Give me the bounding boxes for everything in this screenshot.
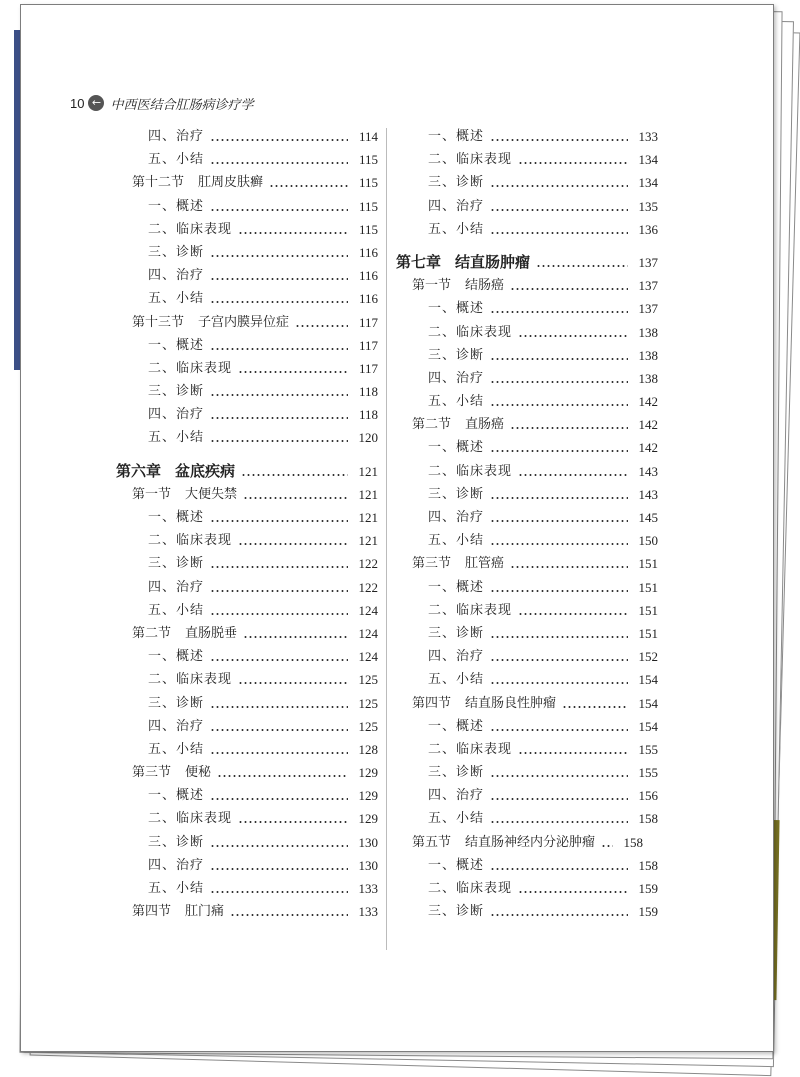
book-title: 中西医结合肛肠病诊疗学 bbox=[110, 97, 254, 113]
toc-subsection-entry[interactable] bbox=[116, 599, 378, 622]
dot-leader bbox=[210, 403, 348, 426]
toc-entry-label: 四、治疗 bbox=[428, 198, 485, 214]
toc-subsection-entry[interactable] bbox=[116, 715, 378, 738]
toc-entry-label: 五、小结 bbox=[148, 602, 205, 618]
toc-page-number: 117 bbox=[358, 314, 378, 330]
toc-page-number: 158 bbox=[638, 811, 658, 827]
dot-leader bbox=[518, 460, 628, 483]
toc-entry-title: 盆底疾病 bbox=[175, 461, 236, 480]
toc-subsection-entry[interactable] bbox=[396, 599, 658, 622]
toc-subsection-entry[interactable] bbox=[116, 831, 378, 854]
dot-leader bbox=[238, 668, 348, 691]
toc-entry-label: 一、概述 bbox=[428, 857, 485, 873]
toc-subsection-entry[interactable] bbox=[116, 241, 378, 264]
back-arrow-icon: ← bbox=[88, 95, 104, 111]
toc-page-number: 137 bbox=[638, 278, 658, 294]
toc-section-entry[interactable] bbox=[116, 761, 378, 784]
toc-entry-title: 子宫内膜异位症 bbox=[198, 314, 290, 330]
toc-page-number: 116 bbox=[358, 291, 378, 307]
toc-page-number: 124 bbox=[358, 625, 378, 641]
toc-entry-label: 四、治疗 bbox=[148, 857, 205, 873]
toc-entry-title: 直肠脱垂 bbox=[185, 625, 238, 641]
toc-section-entry[interactable] bbox=[116, 171, 378, 194]
dot-leader bbox=[490, 125, 628, 148]
toc-subsection-entry[interactable] bbox=[116, 506, 378, 529]
toc-page-number: 143 bbox=[638, 486, 658, 502]
toc-entry-label: 一、概述 bbox=[148, 788, 205, 804]
toc-entry-label: 第十三节 bbox=[132, 314, 185, 330]
toc-page-number: 154 bbox=[638, 695, 658, 711]
dot-leader bbox=[210, 506, 348, 529]
toc-subsection-entry[interactable] bbox=[396, 125, 658, 148]
column-divider bbox=[386, 128, 387, 950]
toc-entry-label: 四、治疗 bbox=[428, 649, 485, 665]
toc-entry-label: 二、临床表现 bbox=[428, 741, 513, 757]
dot-leader bbox=[210, 195, 348, 218]
toc-subsection-entry[interactable] bbox=[116, 529, 378, 552]
toc-page-number: 156 bbox=[638, 788, 658, 804]
toc-subsection-entry[interactable] bbox=[396, 483, 658, 506]
toc-page-number: 118 bbox=[358, 407, 378, 423]
toc-page-number: 130 bbox=[358, 857, 378, 873]
toc-page-number: 129 bbox=[358, 811, 378, 827]
toc-page-number: 115 bbox=[358, 221, 378, 237]
toc-entry-label: 五、小结 bbox=[428, 221, 485, 237]
toc-entry-label: 五、小结 bbox=[428, 533, 485, 549]
toc-page-number: 158 bbox=[623, 834, 644, 850]
toc-subsection-entry[interactable] bbox=[396, 218, 658, 241]
dot-leader bbox=[490, 715, 628, 738]
toc-entry-label: 第六章 bbox=[116, 461, 162, 480]
toc-entry-label: 四、治疗 bbox=[428, 788, 485, 804]
toc-page-number: 155 bbox=[638, 765, 658, 781]
dot-leader bbox=[490, 506, 628, 529]
toc-section-entry[interactable] bbox=[116, 483, 378, 506]
toc-entry-label: 第四节 bbox=[132, 904, 172, 920]
dot-leader bbox=[210, 877, 348, 900]
toc-entry-label: 二、临床表现 bbox=[148, 672, 233, 688]
toc-page-number: 133 bbox=[638, 129, 658, 144]
dot-leader bbox=[210, 287, 348, 310]
toc-page-number: 128 bbox=[358, 741, 378, 757]
page-number: 10 bbox=[70, 95, 85, 111]
toc-entry-label: 一、概述 bbox=[148, 198, 205, 214]
toc-page-number: 124 bbox=[358, 602, 378, 618]
toc-subsection-entry[interactable] bbox=[396, 576, 658, 599]
toc-entry-label: 二、临床表现 bbox=[148, 811, 233, 827]
toc-section-entry[interactable] bbox=[396, 692, 658, 715]
toc-section-entry[interactable] bbox=[116, 900, 378, 923]
toc-subsection-entry[interactable] bbox=[396, 436, 658, 459]
toc-subsection-entry[interactable] bbox=[116, 552, 378, 575]
toc-entry-label: 五、小结 bbox=[148, 291, 205, 307]
toc-subsection-entry[interactable] bbox=[396, 148, 658, 171]
toc-page-number: 130 bbox=[358, 834, 378, 850]
dot-leader bbox=[490, 529, 628, 552]
toc-page-number: 155 bbox=[638, 741, 658, 757]
dot-leader bbox=[210, 264, 348, 287]
dot-leader bbox=[490, 807, 628, 830]
toc-entry-title: 结直肠良性肿瘤 bbox=[465, 695, 557, 711]
toc-entry-label: 二、临床表现 bbox=[428, 463, 513, 479]
toc-page-number: 133 bbox=[358, 881, 378, 896]
dot-leader bbox=[210, 784, 348, 807]
dot-leader bbox=[269, 171, 348, 194]
toc-entry-label: 第一节 bbox=[132, 486, 172, 502]
toc-page-number: 154 bbox=[638, 672, 658, 688]
toc-page-number: 117 bbox=[358, 337, 378, 353]
toc-subsection-entry[interactable] bbox=[396, 622, 658, 645]
toc-entry-label: 三、诊断 bbox=[428, 486, 485, 502]
dot-leader bbox=[210, 380, 348, 403]
toc-subsection-entry[interactable] bbox=[116, 807, 378, 830]
toc-entry-title: 大便失禁 bbox=[185, 486, 238, 502]
toc-page-number: 121 bbox=[358, 486, 378, 502]
toc-page-number: 158 bbox=[638, 857, 658, 873]
toc-page-number: 154 bbox=[638, 718, 658, 734]
dot-leader bbox=[210, 715, 348, 738]
toc-entry-title: 结肠癌 bbox=[465, 278, 505, 294]
toc-entry-label: 第二节 bbox=[412, 417, 452, 433]
toc-entry-label: 五、小结 bbox=[148, 152, 205, 168]
toc-page-number: 121 bbox=[358, 463, 378, 479]
dot-leader bbox=[490, 344, 628, 367]
page-header bbox=[70, 92, 253, 114]
toc-page-number: 150 bbox=[638, 533, 658, 549]
toc-entry-label: 三、诊断 bbox=[148, 384, 205, 400]
toc-subsection-entry[interactable] bbox=[116, 195, 378, 218]
toc-entry-title: 肛周皮肤癣 bbox=[198, 175, 264, 191]
toc-page-number: 151 bbox=[638, 625, 658, 641]
toc-entry-label: 五、小结 bbox=[148, 741, 205, 757]
toc-entry-label: 一、概述 bbox=[428, 579, 485, 595]
toc-page-number: 135 bbox=[638, 198, 658, 214]
toc-entry-title: 结直肠肿瘤 bbox=[455, 252, 531, 271]
toc-subsection-entry[interactable] bbox=[396, 195, 658, 218]
dot-leader bbox=[210, 125, 348, 148]
toc-page-number: 129 bbox=[358, 765, 378, 781]
toc-entry-label: 四、治疗 bbox=[148, 129, 205, 144]
toc-entry-label: 第三节 bbox=[412, 556, 452, 572]
dot-leader bbox=[210, 552, 348, 575]
toc-entry-label: 第四节 bbox=[412, 695, 452, 711]
dot-leader bbox=[490, 195, 628, 218]
toc-entry-label: 二、临床表现 bbox=[428, 152, 513, 168]
toc-subsection-entry[interactable] bbox=[116, 380, 378, 403]
toc-entry-label: 五、小结 bbox=[428, 811, 485, 827]
toc-subsection-entry[interactable] bbox=[116, 403, 378, 426]
toc-entry-label: 一、概述 bbox=[148, 510, 205, 525]
toc-subsection-entry[interactable] bbox=[116, 148, 378, 171]
toc-chapter-entry[interactable] bbox=[396, 251, 658, 274]
toc-entry-title: 便秘 bbox=[185, 765, 212, 781]
toc-page-number: 115 bbox=[358, 175, 378, 191]
toc-page-number: 151 bbox=[638, 602, 658, 618]
toc-subsection-entry[interactable] bbox=[396, 367, 658, 390]
toc-entry-label: 五、小结 bbox=[148, 881, 205, 896]
toc-subsection-entry[interactable] bbox=[396, 506, 658, 529]
toc-page-number: 145 bbox=[638, 510, 658, 525]
toc-subsection-entry[interactable] bbox=[396, 460, 658, 483]
toc-page-number: 138 bbox=[638, 324, 658, 340]
toc-page-number: 125 bbox=[358, 672, 378, 688]
dot-leader bbox=[210, 576, 348, 599]
dot-leader bbox=[490, 854, 628, 877]
dot-leader bbox=[510, 413, 628, 436]
toc-entry-label: 一、概述 bbox=[148, 337, 205, 353]
toc-subsection-entry[interactable] bbox=[396, 761, 658, 784]
toc-page-number: 142 bbox=[638, 394, 658, 410]
toc-page-number: 121 bbox=[358, 533, 378, 549]
toc-subsection-entry[interactable] bbox=[116, 877, 378, 900]
dot-leader bbox=[238, 218, 348, 241]
dot-leader bbox=[490, 390, 628, 413]
dot-leader bbox=[243, 622, 348, 645]
toc-subsection-entry[interactable] bbox=[396, 807, 658, 830]
toc-page-number: 121 bbox=[358, 510, 378, 525]
toc-page-number: 143 bbox=[638, 463, 658, 479]
dot-leader bbox=[601, 831, 613, 854]
toc-entry-label: 二、临床表现 bbox=[428, 602, 513, 618]
toc-entry-label: 二、临床表现 bbox=[148, 221, 233, 237]
toc-subsection-entry[interactable] bbox=[396, 854, 658, 877]
toc-subsection-entry[interactable] bbox=[396, 738, 658, 761]
toc-subsection-entry[interactable] bbox=[396, 321, 658, 344]
dot-leader bbox=[518, 877, 628, 900]
toc-entry-label: 二、临床表现 bbox=[428, 881, 513, 896]
toc-entry-label: 三、诊断 bbox=[428, 904, 485, 920]
toc-page-number: 151 bbox=[638, 579, 658, 595]
toc-entry-label: 五、小结 bbox=[428, 394, 485, 410]
toc-entry-label: 一、概述 bbox=[428, 440, 485, 456]
dot-leader bbox=[238, 357, 348, 380]
dot-leader bbox=[295, 311, 348, 334]
dot-leader bbox=[210, 241, 348, 264]
toc-section-entry[interactable] bbox=[116, 622, 378, 645]
dot-leader bbox=[210, 334, 348, 357]
toc-page-number: 159 bbox=[638, 881, 658, 896]
toc-page-number: 152 bbox=[638, 649, 658, 665]
toc-page-number: 116 bbox=[358, 244, 378, 260]
toc-page-number: 138 bbox=[638, 370, 658, 386]
toc-section-entry[interactable] bbox=[396, 274, 658, 297]
toc-entry-label: 三、诊断 bbox=[428, 347, 485, 363]
toc-subsection-entry[interactable] bbox=[116, 576, 378, 599]
toc-subsection-entry[interactable] bbox=[396, 784, 658, 807]
dot-leader bbox=[562, 692, 628, 715]
toc-page-number: 117 bbox=[358, 360, 378, 376]
toc-entry-label: 一、概述 bbox=[428, 718, 485, 734]
toc-entry-label: 第十二节 bbox=[132, 175, 185, 191]
toc-page-number: 120 bbox=[358, 430, 378, 446]
toc-subsection-entry[interactable] bbox=[396, 877, 658, 900]
dot-leader bbox=[490, 367, 628, 390]
toc-entry-label: 第一节 bbox=[412, 278, 452, 294]
dot-leader bbox=[490, 576, 628, 599]
toc-entry-title: 肛管癌 bbox=[465, 556, 505, 572]
toc-section-entry[interactable] bbox=[396, 552, 658, 575]
toc-page-number: 142 bbox=[638, 440, 658, 456]
dot-leader bbox=[518, 148, 628, 171]
toc-subsection-entry[interactable] bbox=[396, 171, 658, 194]
toc-entry-label: 三、诊断 bbox=[148, 695, 205, 711]
toc-entry-label: 五、小结 bbox=[148, 430, 205, 446]
toc-entry-label: 二、临床表现 bbox=[148, 360, 233, 376]
toc-left-column bbox=[116, 125, 378, 923]
toc-page-number: 118 bbox=[358, 384, 378, 400]
toc-page-number: 115 bbox=[358, 152, 378, 168]
toc-page-number: 122 bbox=[358, 556, 378, 572]
toc-subsection-entry[interactable] bbox=[116, 738, 378, 761]
toc-page-number: 129 bbox=[358, 788, 378, 804]
dot-leader bbox=[230, 900, 348, 923]
toc-subsection-entry[interactable] bbox=[116, 645, 378, 668]
toc-subsection-entry[interactable] bbox=[116, 334, 378, 357]
dot-leader bbox=[490, 645, 628, 668]
toc-entry-label: 第三节 bbox=[132, 765, 172, 781]
toc-page-number: 125 bbox=[358, 718, 378, 734]
dot-leader bbox=[490, 668, 628, 691]
toc-entry-label: 第五节 bbox=[412, 834, 452, 850]
toc-entry-label: 三、诊断 bbox=[148, 244, 205, 260]
toc-entry-label: 一、概述 bbox=[428, 301, 485, 317]
toc-entry-title: 肛门痛 bbox=[185, 904, 225, 920]
dot-leader bbox=[490, 784, 628, 807]
toc-entry-label: 四、治疗 bbox=[148, 407, 205, 423]
dot-leader bbox=[210, 599, 348, 622]
toc-page-number: 137 bbox=[638, 254, 658, 270]
toc-entry-label: 四、治疗 bbox=[148, 579, 205, 595]
toc-entry-label: 四、治疗 bbox=[428, 510, 485, 525]
toc-subsection-entry[interactable] bbox=[396, 297, 658, 320]
toc-page-number: 115 bbox=[358, 198, 378, 214]
toc-subsection-entry[interactable] bbox=[116, 668, 378, 691]
toc-entry-label: 二、临床表现 bbox=[148, 533, 233, 549]
toc-entry-label: 一、概述 bbox=[148, 649, 205, 665]
toc-subsection-entry[interactable] bbox=[396, 344, 658, 367]
toc-page-number: 134 bbox=[638, 175, 658, 191]
toc-entry-label: 三、诊断 bbox=[428, 625, 485, 641]
dot-leader bbox=[241, 460, 348, 483]
dot-leader bbox=[490, 171, 628, 194]
toc-section-entry[interactable] bbox=[396, 413, 658, 436]
toc-page-number: 134 bbox=[638, 152, 658, 168]
toc-entry-label: 四、治疗 bbox=[148, 718, 205, 734]
dot-leader bbox=[518, 738, 628, 761]
dot-leader bbox=[510, 274, 628, 297]
toc-page-number: 124 bbox=[358, 649, 378, 665]
dot-leader bbox=[536, 251, 628, 274]
dot-leader bbox=[490, 483, 628, 506]
toc-entry-label: 三、诊断 bbox=[148, 556, 205, 572]
toc-page-number: 133 bbox=[358, 904, 378, 920]
dot-leader bbox=[243, 483, 348, 506]
toc-entry-title: 直肠癌 bbox=[465, 417, 505, 433]
dot-leader bbox=[238, 807, 348, 830]
dot-leader bbox=[210, 426, 348, 449]
dot-leader bbox=[210, 854, 348, 877]
toc-subsection-entry[interactable] bbox=[396, 668, 658, 691]
toc-subsection-entry[interactable] bbox=[116, 784, 378, 807]
dot-leader bbox=[210, 645, 348, 668]
toc-subsection-entry[interactable] bbox=[116, 125, 378, 148]
toc-entry-label: 三、诊断 bbox=[148, 834, 205, 850]
toc-subsection-entry[interactable] bbox=[116, 692, 378, 715]
dot-leader bbox=[238, 529, 348, 552]
toc-entry-label: 第二节 bbox=[132, 625, 172, 641]
dot-leader bbox=[210, 738, 348, 761]
toc-entry-label: 一、概述 bbox=[428, 129, 485, 144]
toc-page-number: 122 bbox=[358, 579, 378, 595]
toc-section-entry[interactable] bbox=[116, 311, 378, 334]
dot-leader bbox=[518, 321, 628, 344]
toc-subsection-entry[interactable] bbox=[396, 529, 658, 552]
dot-leader bbox=[490, 761, 628, 784]
toc-subsection-entry[interactable] bbox=[396, 715, 658, 738]
toc-page-number: 151 bbox=[638, 556, 658, 572]
toc-page-number: 142 bbox=[638, 417, 658, 433]
dot-leader bbox=[490, 436, 628, 459]
toc-page-number: 125 bbox=[358, 695, 378, 711]
dot-leader bbox=[510, 552, 628, 575]
toc-subsection-entry[interactable] bbox=[116, 287, 378, 310]
toc-subsection-entry[interactable] bbox=[116, 218, 378, 241]
dot-leader bbox=[210, 692, 348, 715]
toc-subsection-entry[interactable] bbox=[396, 390, 658, 413]
toc-page-number: 138 bbox=[638, 347, 658, 363]
toc-entry-label: 第七章 bbox=[396, 252, 442, 271]
toc-entry-label: 四、治疗 bbox=[428, 370, 485, 386]
toc-entry-title: 结直肠神经内分泌肿瘤 bbox=[465, 834, 596, 850]
dot-leader bbox=[490, 218, 628, 241]
toc-subsection-entry[interactable] bbox=[116, 264, 378, 287]
toc-subsection-entry[interactable] bbox=[116, 357, 378, 380]
toc-page-number: 116 bbox=[358, 268, 378, 284]
toc-entry-label: 三、诊断 bbox=[428, 175, 485, 191]
toc-chapter-entry[interactable] bbox=[116, 460, 378, 483]
toc-entry-label: 四、治疗 bbox=[148, 268, 205, 284]
dot-leader bbox=[490, 297, 628, 320]
dot-leader bbox=[490, 900, 628, 923]
dot-leader bbox=[210, 831, 348, 854]
toc-right-column bbox=[396, 125, 658, 923]
toc-entry-label: 五、小结 bbox=[428, 672, 485, 688]
toc-page-number: 136 bbox=[638, 221, 658, 237]
toc-page-number: 159 bbox=[638, 904, 658, 920]
dot-leader bbox=[518, 599, 628, 622]
dot-leader bbox=[490, 622, 628, 645]
toc-entry-label: 三、诊断 bbox=[428, 765, 485, 781]
toc-subsection-entry[interactable] bbox=[396, 900, 658, 923]
dot-leader bbox=[217, 761, 348, 784]
toc-section-entry[interactable] bbox=[396, 831, 658, 854]
dot-leader bbox=[210, 148, 348, 171]
toc-subsection-entry[interactable] bbox=[396, 645, 658, 668]
toc-page-number: 137 bbox=[638, 301, 658, 317]
toc-entry-label: 二、临床表现 bbox=[428, 324, 513, 340]
toc-subsection-entry[interactable] bbox=[116, 426, 378, 449]
toc-subsection-entry[interactable] bbox=[116, 854, 378, 877]
toc-page-number: 114 bbox=[358, 129, 378, 144]
